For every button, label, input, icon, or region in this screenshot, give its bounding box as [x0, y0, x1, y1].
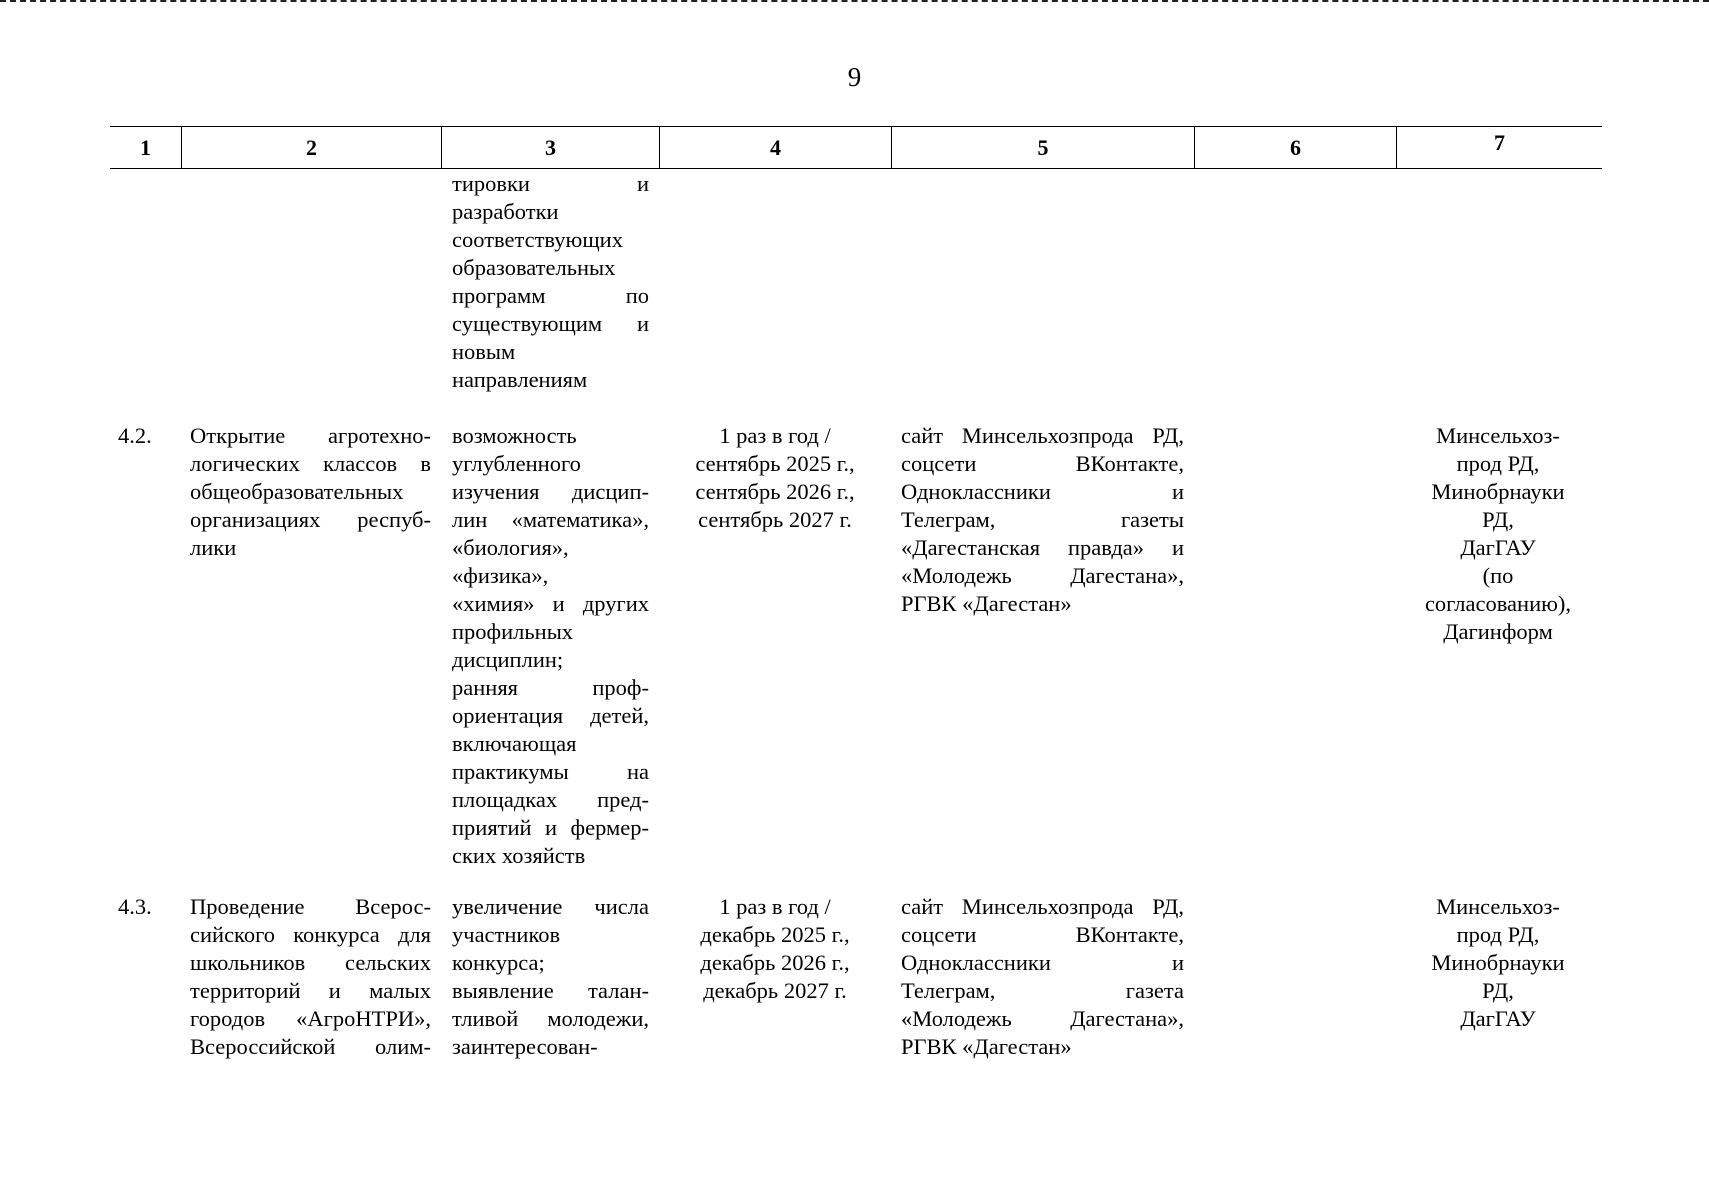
text-line: Минсельхоз- — [1436, 894, 1560, 919]
table-header-row — [110, 126, 1602, 169]
text-line: направлениям — [452, 367, 588, 392]
text-line: углубленного — [452, 451, 581, 476]
text-line: программ по — [452, 283, 649, 308]
text-line: территорий и малых — [190, 978, 431, 1003]
text-line: сайт Минсельхозпрода РД, — [901, 423, 1184, 448]
row-4-3-activity — [190, 893, 431, 1061]
text-line: организациях респуб- — [190, 507, 431, 532]
text-line: сайт Минсельхозпрода РД, — [901, 894, 1184, 919]
text-line: РД, — [1482, 507, 1514, 532]
text-line: прод РД, — [1456, 922, 1540, 947]
text-line: участников — [452, 922, 561, 947]
text-line: общеобразовательных — [190, 479, 404, 504]
header-col-5: 5 — [892, 127, 1195, 168]
header-col-2: 2 — [182, 127, 442, 168]
text-line: 1 раз в год / — [719, 894, 831, 919]
continuation-col3 — [452, 170, 649, 394]
text-line: Телеграм, газета — [901, 978, 1184, 1003]
header-col-3: 3 — [442, 127, 660, 168]
row-4-2-channels — [901, 422, 1184, 618]
text-line: профильных — [452, 619, 574, 644]
text-line: изучения дисцип- — [452, 479, 649, 504]
row-4-3-result — [452, 893, 649, 1061]
text-line: «химия» и других — [452, 591, 649, 616]
row-4-2-activity — [190, 422, 431, 562]
text-line: образовательных — [452, 255, 616, 280]
text-line: РД, — [1482, 978, 1514, 1003]
text-line: лин «математика», — [452, 507, 649, 532]
row-4-2-number: 4.2. — [118, 423, 152, 448]
text-line: РГВК «Дагестан» — [901, 591, 1072, 616]
text-line: Всероссийской олим- — [190, 1034, 431, 1059]
row-4-3-responsible — [1400, 893, 1596, 1033]
text-line: Минобрнауки — [1431, 479, 1565, 504]
text-line: прод РД, — [1456, 451, 1540, 476]
text-line: Дагинформ — [1443, 619, 1553, 644]
row-4-3-number: 4.3. — [118, 894, 152, 919]
header-col-6: 6 — [1195, 127, 1397, 168]
text-line: Одноклассники и — [901, 479, 1184, 504]
text-line: ДагГАУ — [1460, 1006, 1536, 1031]
text-line: согласованию), — [1424, 591, 1572, 616]
text-line: (по — [1482, 563, 1514, 588]
text-line: Одноклассники и — [901, 950, 1184, 975]
text-line: площадках пред- — [452, 787, 649, 812]
text-line: декабрь 2027 г. — [703, 978, 847, 1003]
text-line: соцсети ВКонтакте, — [901, 922, 1184, 947]
row-4-3-period — [672, 893, 878, 1005]
text-line: сентябрь 2027 г. — [698, 507, 852, 532]
text-line: «биология», — [452, 535, 569, 560]
text-line: тировки и — [452, 171, 649, 196]
text-line: Минобрнауки — [1431, 950, 1565, 975]
text-line: включающая — [452, 731, 577, 756]
text-line: сентябрь 2026 г., — [695, 479, 855, 504]
text-line: школьников сельских — [190, 950, 431, 975]
text-line: Минсельхоз- — [1436, 423, 1560, 448]
text-line: разработки — [452, 199, 559, 224]
text-line: конкурса; — [452, 950, 545, 975]
header-col-1: 1 — [110, 127, 182, 168]
header-col-7: 7 — [1494, 130, 1505, 155]
text-line: ранняя проф- — [452, 675, 649, 700]
text-line: РГВК «Дагестан» — [901, 1034, 1072, 1059]
text-line: практикумы на — [452, 759, 649, 784]
scan-top-edge — [0, 0, 1709, 5]
text-line: «Дагестанская правда» и — [901, 535, 1184, 560]
text-line: Телеграм, газеты — [901, 507, 1184, 532]
text-line: выявление талан- — [452, 978, 649, 1003]
text-line: декабрь 2025 г., — [700, 922, 850, 947]
text-line: соответствующих — [452, 227, 623, 252]
text-line: 1 раз в год / — [719, 423, 831, 448]
row-4-3-channels — [901, 893, 1184, 1061]
text-line: дисциплин; — [452, 647, 564, 672]
text-line: новым — [452, 339, 516, 364]
text-line: соцсети ВКонтакте, — [901, 451, 1184, 476]
text-line: «физика», — [452, 563, 549, 588]
text-line: «Молодежь Дагестана», — [901, 1006, 1184, 1031]
text-line: ориентация детей, — [452, 703, 649, 728]
text-line: ских хозяйств — [452, 843, 586, 868]
text-line: лики — [190, 535, 237, 560]
text-line: Открытие агротехно- — [190, 423, 431, 448]
text-line: логических классов в — [190, 451, 431, 476]
text-line: существующим и — [452, 311, 649, 336]
text-line: тливой молодежи, — [452, 1006, 649, 1031]
text-line: декабрь 2026 г., — [700, 950, 850, 975]
text-line: городов «АгроНТРИ», — [190, 1006, 431, 1031]
text-line: возможность — [452, 423, 577, 448]
page-number: 9 — [847, 62, 862, 92]
row-4-2-responsible — [1400, 422, 1596, 646]
header-col-4: 4 — [660, 127, 892, 168]
text-line: Проведение Всерос- — [190, 894, 431, 919]
text-line: «Молодежь Дагестана», — [901, 563, 1184, 588]
text-line: сийского конкурса для — [190, 922, 431, 947]
text-line: ДагГАУ — [1460, 535, 1536, 560]
text-line: приятий и фермер- — [452, 815, 649, 840]
text-line: заинтересован- — [452, 1034, 598, 1059]
row-4-2-result — [452, 422, 649, 870]
text-line: увеличение числа — [452, 894, 649, 919]
text-line: сентябрь 2025 г., — [695, 451, 855, 476]
row-4-2-period — [672, 422, 878, 534]
